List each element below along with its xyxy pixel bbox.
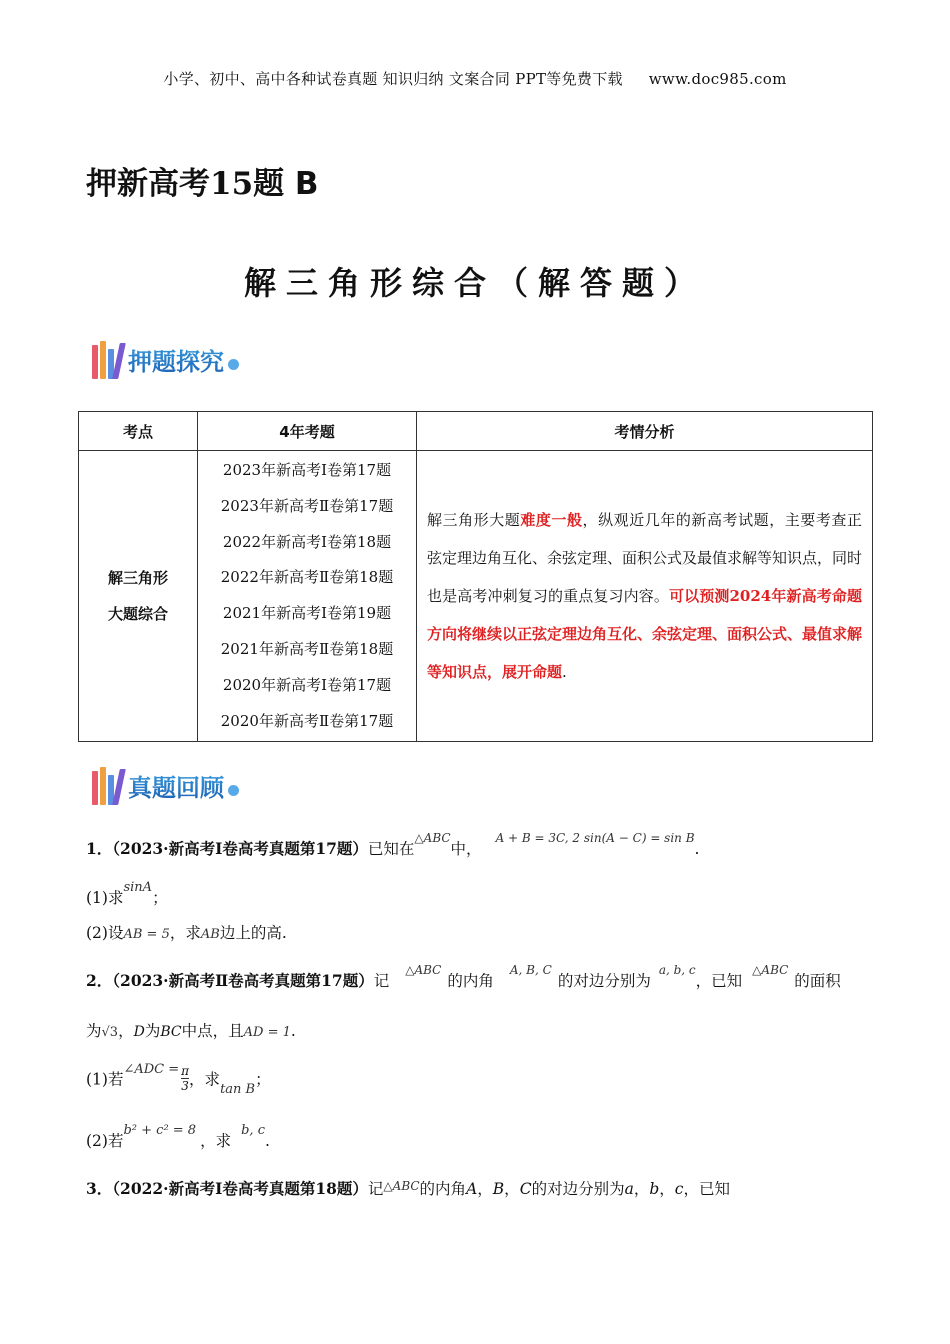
q-text: ，求	[200, 1132, 232, 1150]
math-expr: b² + c² = 8	[123, 1123, 197, 1138]
q-text: (2)设	[86, 924, 124, 942]
q-text: 的内角	[419, 1180, 467, 1198]
q-text: ，已知	[695, 972, 743, 990]
math-expr: b, c	[241, 1123, 265, 1138]
q-text: 为	[144, 1022, 161, 1040]
q-text: .	[264, 1132, 270, 1150]
fraction-numerator: π	[181, 1064, 190, 1078]
q-text: 的对边分别为	[531, 1180, 625, 1198]
q-text: ，求	[189, 1070, 221, 1089]
math-expr: ∠ADC =	[123, 1061, 180, 1077]
q-text: ，求	[169, 924, 201, 942]
books-icon	[92, 765, 124, 805]
q-text: ；	[152, 889, 168, 907]
topic-cell	[79, 451, 198, 742]
math-var: B	[492, 1180, 505, 1198]
q-text: 的对边分别为	[557, 972, 651, 990]
q-text: (1)求	[86, 889, 124, 907]
exam-item: 2021年新高考Ⅱ卷第18题	[220, 639, 394, 658]
q-text: .	[694, 840, 700, 858]
dot-icon	[228, 785, 239, 796]
q-text: 的内角	[447, 972, 494, 990]
math-var: a	[624, 1180, 634, 1198]
exam-table	[78, 411, 873, 742]
fraction-denominator: 3	[181, 1079, 189, 1093]
math-var: A	[466, 1180, 478, 1198]
math-expr: A, B, C	[509, 963, 552, 977]
table-header-row	[79, 412, 873, 451]
math-var: C	[519, 1180, 532, 1198]
math-expr: AD = 1	[243, 1025, 291, 1040]
page-title	[86, 158, 319, 203]
question-source: （2022·新高考Ⅰ卷高考真题第18题）	[112, 1179, 368, 1198]
exam-item: 2023年新高考Ⅰ卷第17题	[222, 461, 392, 479]
question-2-line-2	[86, 1020, 296, 1044]
analysis-text: ，纵观近几年的新高考试题，主要考查正弦定理边角互化、余弦定理、面积公式及最值求解等知识点，同时也是高考冲刺复习的重点复习内容。	[427, 511, 863, 606]
header-text: 小学、初中、高中各种试卷真题 知识归纳 文案合同 PPT等免费下载	[163, 70, 623, 88]
math-expr: △ABC	[383, 1179, 420, 1193]
page-header	[0, 68, 950, 89]
dot-icon	[228, 359, 239, 370]
question-2-part-2	[86, 1123, 270, 1154]
math-expr: △ABC	[752, 963, 789, 977]
col-header: 考情分析	[417, 412, 873, 451]
exam-item: 2020年新高考Ⅱ卷第17题	[220, 711, 394, 730]
section-banner-explore	[92, 337, 239, 381]
exams-cell	[198, 451, 417, 742]
question-1-part-2	[86, 922, 287, 946]
q-text: 已知在	[367, 840, 415, 858]
question-3	[86, 1178, 730, 1201]
math-expr: a, b, c	[658, 963, 696, 977]
topic-line: 大题综合	[107, 605, 168, 624]
question-source: （2023·新高考Ⅰ卷高考真题第17题）	[112, 839, 368, 858]
question-number: 1．	[86, 839, 113, 858]
q-text: 为	[86, 1022, 102, 1040]
math-expr: A + B = 3C, 2 sin(A − C) = sin B	[495, 831, 695, 845]
exam-item: 2021年新高考Ⅰ卷第19题	[222, 604, 392, 623]
section-banner-review	[92, 763, 239, 807]
question-2	[86, 963, 841, 993]
exam-item: 2020年新高考Ⅰ卷第17题	[222, 675, 392, 694]
math-expr: D	[133, 1024, 145, 1040]
question-number: 2．	[86, 971, 113, 990]
math-expr: AB	[200, 927, 220, 942]
title-number: 15	[210, 166, 254, 202]
math-expr: tan B	[220, 1081, 256, 1097]
exam-item: 2023年新高考Ⅱ卷第17题	[220, 496, 394, 515]
section-title: 真题回顾	[128, 768, 224, 803]
header-url[interactable]: www.doc985.com	[648, 70, 787, 88]
q-text: ，	[477, 1180, 493, 1198]
exam-item: 2022年新高考Ⅰ卷第18题	[222, 532, 392, 551]
math-expr: sinA	[123, 880, 153, 895]
q-text: 中，	[450, 840, 482, 858]
section-title: 押题探究	[128, 342, 224, 377]
q-text: ，已知	[683, 1180, 730, 1198]
exam-item: 2022年新高考Ⅱ卷第18题	[220, 568, 394, 587]
math-var: b	[649, 1180, 660, 1198]
math-expr: △ABC	[414, 831, 451, 845]
q-text: ；	[255, 1070, 271, 1089]
q-text: .	[290, 1022, 296, 1040]
analysis-prediction: 可以预测2024年新高考命题方向将继续以正弦定理边角互化、余弦定理、面积公式、最值求解等知识点，展开命题	[427, 587, 863, 682]
question-1	[86, 831, 700, 861]
q-text: 记	[373, 972, 390, 990]
q-text: 中点，且	[181, 1022, 244, 1040]
col-header: 4年考题	[198, 412, 417, 451]
q-text: 边上的高.	[219, 924, 287, 942]
analysis-highlight: 难度一般	[520, 511, 583, 530]
table-row	[79, 451, 873, 742]
math-expr: √3	[101, 1025, 119, 1040]
analysis-text: 解三角形大题	[427, 511, 521, 530]
question-number: 3．	[86, 1179, 113, 1198]
page-subtitle: 解三角形综合（解答题）	[243, 264, 706, 302]
q-text: ，	[659, 1180, 675, 1198]
q-text: ，	[504, 1180, 520, 1198]
q-text: 的面积	[794, 972, 841, 990]
analysis-cell	[417, 451, 873, 742]
q-text: ，	[118, 1022, 134, 1040]
col-header: 考点	[79, 412, 198, 451]
fraction	[181, 1064, 189, 1093]
math-var: c	[674, 1180, 684, 1198]
title-prefix: 押新高考	[86, 166, 210, 202]
q-text: (2)若	[86, 1132, 124, 1150]
question-2-part-1	[86, 1061, 271, 1097]
math-expr: BC	[160, 1024, 182, 1040]
math-expr: △ABC	[405, 963, 442, 977]
books-icon	[92, 339, 124, 379]
math-expr: AB = 5	[123, 927, 170, 942]
question-source: （2023·新高考Ⅱ卷高考真题第17题）	[112, 971, 374, 990]
analysis-end: .	[562, 663, 567, 682]
q-text: 记	[367, 1180, 384, 1198]
title-suffix: 题 B	[253, 166, 319, 202]
question-1-part-1	[86, 880, 168, 911]
topic-line: 解三角形	[107, 569, 168, 588]
q-text: (1)若	[86, 1070, 124, 1089]
q-text: ，	[633, 1180, 650, 1198]
